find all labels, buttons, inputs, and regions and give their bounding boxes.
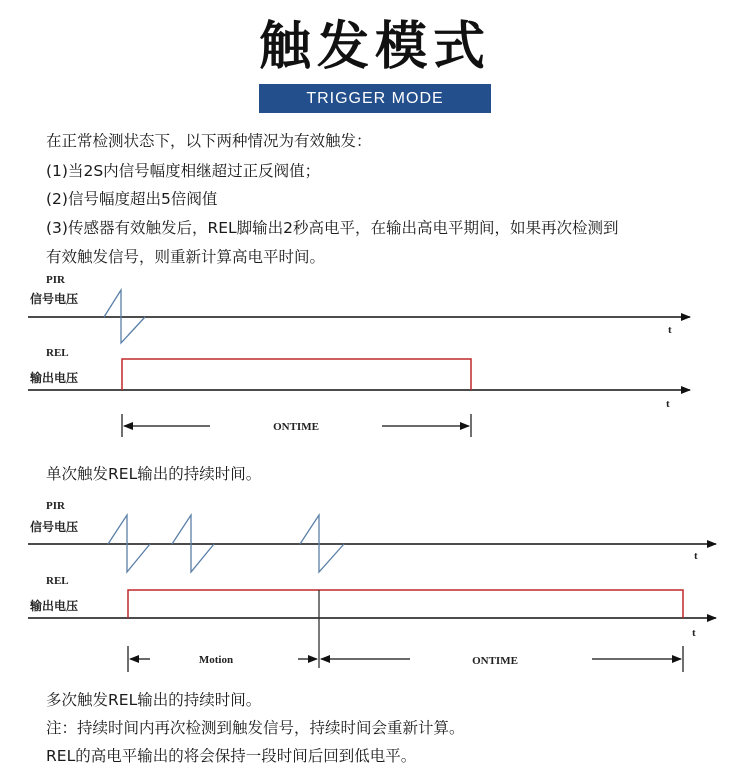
pir-axis-label: 信号电压 [30,520,79,534]
diagram-single-trigger [28,274,690,437]
intro-line: (3)传感器有效触发后，REL脚输出2秒高电平，在输出高电平期间，如果再次检测到 [46,219,619,237]
pir-t-label: t [668,324,672,336]
note-line: 注：持续时间内再次检测到触发信号，持续时间会重新计算。 [46,719,465,737]
ontime-label: ONTIME [273,421,319,433]
pir-label: PIR [46,500,65,512]
ontime-label: ONTIME [472,655,518,667]
pir-axis-label: 信号电压 [30,292,79,306]
motion-label: Motion [198,654,234,666]
note-line: REL的高电平输出的将会保持一段时间后回到低电平。 [46,747,417,765]
pir-t-label: t [694,550,698,562]
rel-t-label: t [692,627,696,639]
rel-axis-label: 输出电压 [30,599,79,613]
intro-line: 有效触发信号，则重新计算高电平时间。 [46,248,326,266]
intro-line: (2)信号幅度超出5倍阀值 [46,190,218,208]
page-title: 触发模式 [258,17,491,77]
rel-output-high [128,590,683,618]
rel-axis-label: 输出电压 [30,371,79,385]
diagram-multi-trigger [28,500,716,672]
caption-single: 单次触发REL输出的持续时间。 [46,465,262,483]
rel-t-label: t [666,398,670,410]
rel-label: REL [46,347,69,359]
rel-label: REL [46,575,69,587]
subtitle-banner: TRIGGER MODE [259,84,491,113]
intro-line: 在正常检测状态下，以下两种情况为有效触发： [46,132,372,150]
intro-line: (1)当2S内信号幅度相继超过正反阀值； [46,162,321,180]
note-line: 多次触发REL输出的持续时间。 [46,691,262,709]
rel-output-high [122,359,471,390]
pir-label: PIR [46,274,65,286]
